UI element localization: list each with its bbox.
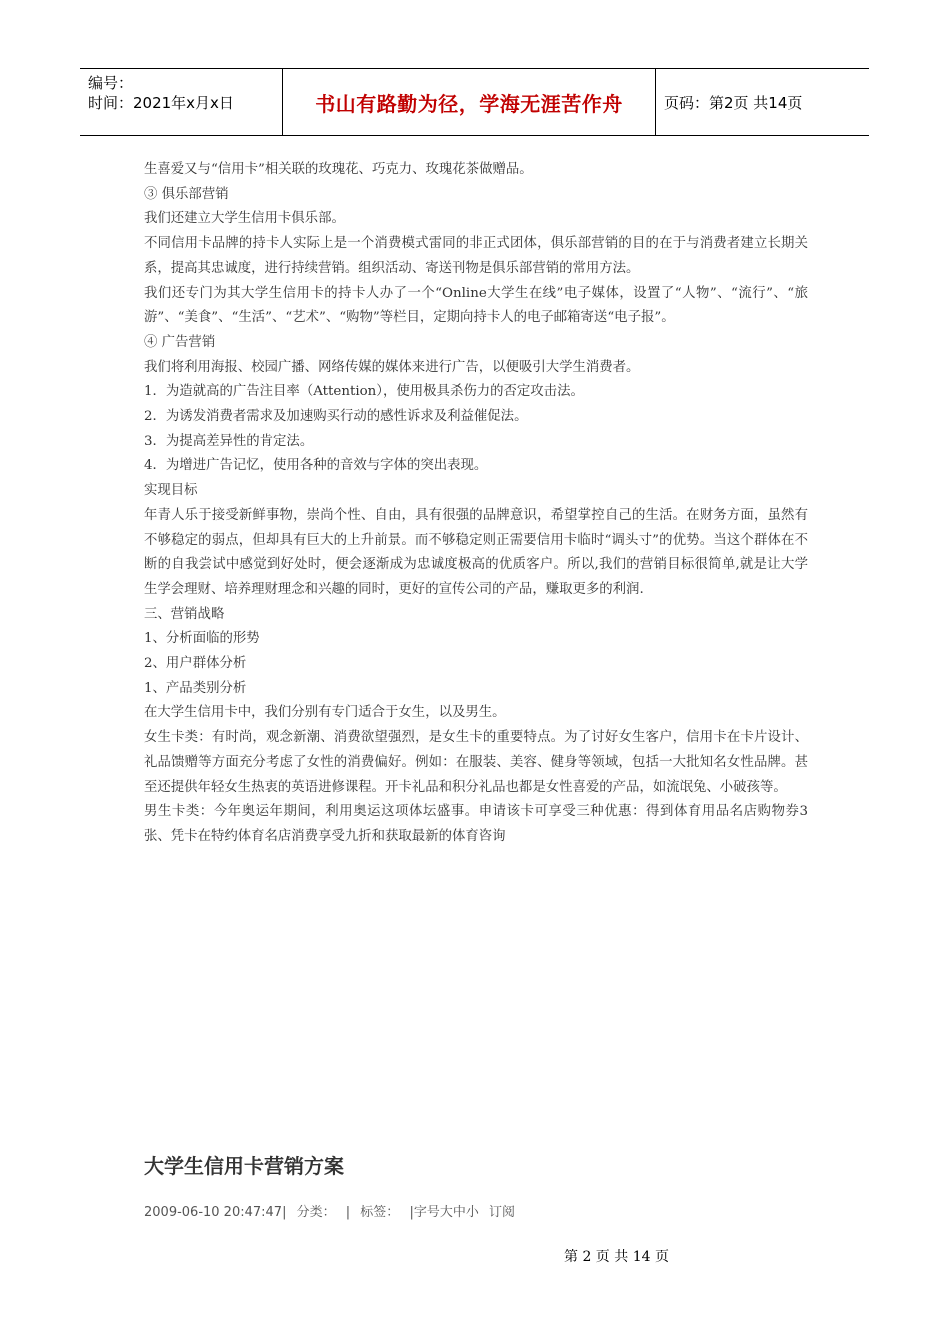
list-item: 3．为提高差异性的肯定法。 (144, 433, 314, 449)
header-motto: 书山有路勤为径，学海无涯苦作舟 (282, 69, 656, 135)
article-meta (144, 1201, 521, 1220)
section-heading: ④ 广告营销 (144, 334, 216, 350)
font-size-control[interactable]: |字号大中小 (409, 1205, 479, 1220)
subscribe-link[interactable]: 订阅 (488, 1205, 515, 1220)
page-header (80, 68, 869, 136)
header-page-info: 页码：第2页 共14页 (664, 93, 803, 112)
time-label: 时间：2021年x月x日 (88, 94, 234, 112)
paragraph: 在大学生信用卡中，我们分别有专门适合于女生，以及男生。 (144, 705, 506, 721)
paragraph: 女生卡类：有时尚，观念新潮、消费欲望强烈，是女生卡的重要特点。为了讨好女生客户，信用卡在卡片设计、礼品馈赠等方面充分考虑了女性的消费偏好。例如：在服装、美容、健身等领域，包括一大批知名女性品牌。甚至还提供年轻女生热衷的英语进修课程。开卡礼品和积分礼品也都是女性喜爱的产品，如流氓兔、小破孩等。 (144, 730, 808, 795)
list-item: 2．为诱发消费者需求及加速购买行动的感性诉求及利益催促法。 (144, 409, 528, 425)
document-body (144, 158, 808, 850)
article-datetime: 2009-06-10 20:47:47| (144, 1205, 287, 1220)
footer-page-number: 第 2 页 共 14 页 (564, 1249, 669, 1265)
list-item: 1、分析面临的形势 (144, 631, 260, 647)
section-heading: 三、营销战略 (144, 606, 225, 622)
article-title: 大学生信用卡营销方案 (144, 1154, 344, 1178)
paragraph: 不同信用卡品牌的持卡人实际上是一个消费模式雷同的非正式团体，俱乐部营销的目的在于与消费者建立长期关系，提高其忠诚度，进行持续营销。组织活动、寄送刊物是俱乐部营销的常用方法。 (144, 236, 808, 276)
section-heading: 实现目标 (144, 483, 198, 499)
tags-label[interactable]: 标签： (360, 1205, 400, 1220)
paragraph: 我们将利用海报、校园广播、网络传媒的媒体来进行广告，以便吸引大学生消费者。 (144, 359, 640, 375)
paragraph: 我们还专门为其大学生信用卡的持卡人办了一个“Online大学生在线”电子媒体，设置了“人物”、“流行”、“旅游”、“美食”、“生活”、“艺术”、“购物”等栏目，定期向持卡人的电子邮箱寄送“电子报”。 (144, 285, 808, 326)
list-item: 4．为增进广告记忆，使用各种的音效与字体的突出表现。 (144, 458, 488, 474)
paragraph: 年青人乐于接受新鲜事物，崇尚个性、自由，具有很强的品牌意识，希望掌控自己的生活。在财务方面，虽然有不够稳定的弱点，但却具有巨大的上升前景。而不够稳定则正需要信用卡临时“调头寸”的优势。当这个群体在不断的自我尝试中感觉到好处时，便会逐渐成为忠诚度极高的优质客户。所以,我们的营销目标很简单,就是让大学生学会理财、培养理财理念和兴趣的同时，更好的宣传公司的产品，赚取更多的利润. (144, 507, 808, 597)
number-label: 编号： (88, 74, 134, 92)
section-heading: ③ 俱乐部营销 (144, 186, 229, 202)
paragraph: 男生卡类：今年奥运年期间，利用奥运这项体坛盛事。申请该卡可享受三种优惠：得到体育用品名店购物券3张、凭卡在特约体育名店消费享受九折和获取最新的体育咨询 (144, 804, 808, 844)
paragraph: 我们还建立大学生信用卡俱乐部。 (144, 211, 345, 227)
list-item: 1．为造就高的广告注目率（Attention），使用极具杀伤力的否定攻击法。 (144, 384, 584, 400)
meta-separator: | (345, 1205, 351, 1220)
list-item: 2、用户群体分析 (144, 656, 247, 672)
header-info (80, 69, 282, 135)
paragraph: 生喜爱又与“信用卡”相关联的玫瑰花、巧克力、玫瑰花茶做赠品。 (144, 162, 533, 177)
list-item: 1、产品类别分析 (144, 680, 247, 696)
category-label[interactable]: 分类： (296, 1205, 336, 1220)
